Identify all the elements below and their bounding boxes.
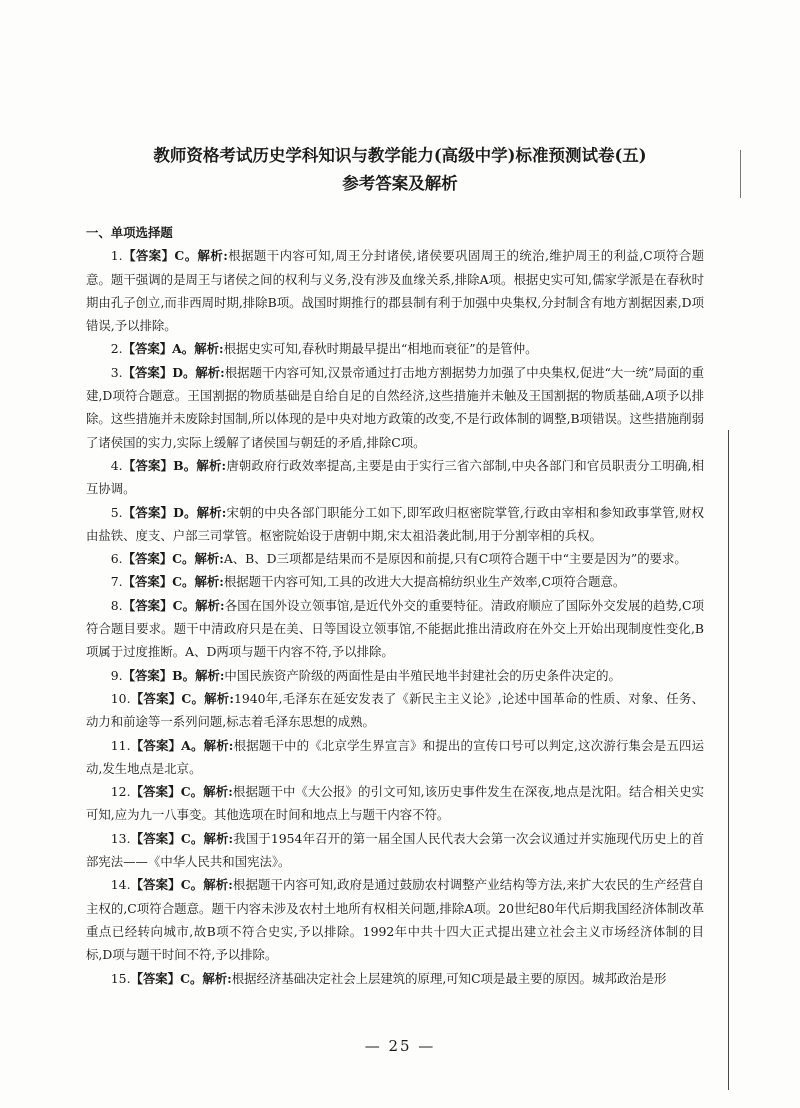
answer-item: [86, 547, 704, 570]
item-explanation-label: 解析:: [195, 667, 225, 683]
item-explanation-text: 根据题干内容可知,周王分封诸侯,诸侯要巩固周王的统治,维护周王的利益,C项符合题意。题干强调的是周王与诸侯之间的权利与义务,没有涉及血缘关系,排除A项。根据史实可知,儒家学派是在春秋时期由孔子创立,而非西周时期,排除B项。战国时期推行的郡县制有利于加强中央集权,分封制含有地方割据因素,D项错误,予以排除。: [86, 248, 704, 334]
answer-item: [86, 337, 704, 360]
item-answer: 【答案】C。: [122, 248, 198, 264]
item-explanation-label: 解析:: [203, 784, 233, 800]
answer-item: [86, 501, 704, 548]
item-explanation-label: 解析:: [194, 341, 224, 357]
item-explanation-text: A、B、D三项都是结果而不是原因和前提,只有C项符合题干中“主要是因为”的要求。: [223, 551, 687, 567]
item-explanation-label: 解析:: [197, 248, 228, 264]
items-container: [86, 244, 704, 990]
item-number: 2.: [110, 341, 123, 357]
item-number: 13.: [110, 830, 131, 846]
item-explanation-text: 中国民族资产阶级的两面性是由半殖民地半封建社会的历史条件决定的。: [224, 667, 621, 683]
item-explanation-text: 各国在国外设立领事馆,是近代外交的重要特征。清政府顺应了国际外交发展的趋势,C项符合题目要求。题干中清政府只是在美、日等国设立领事馆,不能据此推出清政府在外交上开始出现制度性变化,B项属于过度推断。A、D两项与题干内容不符,予以排除。: [86, 597, 704, 660]
item-explanation-text: 根据经济基础决定社会上层建筑的原理,可知C项是最主要的原因。城邦政治是形: [231, 970, 667, 986]
answer-item: [86, 361, 704, 454]
item-number: 7.: [110, 574, 123, 590]
item-number: 1.: [110, 248, 123, 264]
item-explanation-label: 解析:: [195, 597, 225, 613]
answer-item: [86, 244, 704, 337]
answer-item: [86, 454, 704, 501]
answer-item: [86, 594, 704, 664]
item-number: 5.: [110, 504, 123, 520]
item-explanation-label: 解析:: [194, 574, 224, 590]
answer-item: [86, 780, 704, 827]
answer-item: [86, 734, 704, 781]
title-line-2: 参考答案及解析: [342, 174, 458, 193]
answer-item: [86, 570, 704, 593]
item-explanation-label: 解析:: [202, 970, 232, 986]
item-number: 11.: [110, 737, 131, 753]
item-explanation-label: 解析:: [203, 737, 234, 753]
section-heading: 一、单项选择题: [86, 225, 173, 240]
item-answer: 【答案】C。: [130, 830, 204, 846]
item-explanation-label: 解析:: [196, 504, 227, 520]
item-number: 12.: [110, 784, 131, 800]
item-number: 15.: [110, 970, 131, 986]
item-answer: 【答案】C。: [130, 877, 204, 893]
item-number: 6.: [110, 551, 123, 567]
item-number: 3.: [110, 364, 123, 380]
item-explanation-text: 根据题干内容可知,政府是通过鼓励农村调整产业结构等方法,来扩大农民的生产经营自主权的,C项符合题意。题干内容未涉及农村土地所有权相关问题,排除A项。20世纪80年代后期我国经济体制改革重点已经转向城市,故B项不符合史实,予以排除。1992年中共十四大正式提出建立社会主义市场经济体制的目标,D项与题干时间不符,予以排除。: [86, 877, 704, 963]
answer-item: [86, 873, 704, 966]
page-title: [60, 142, 740, 198]
title-line-1: 教师资格考试历史学科知识与教学能力(高级中学)标准预测试卷(五): [153, 146, 647, 165]
item-answer: 【答案】B。: [122, 667, 196, 683]
item-answer: 【答案】C。: [130, 784, 204, 800]
answer-item: [86, 664, 704, 687]
item-number: 10.: [110, 690, 131, 706]
item-explanation-text: 我国于1954年召开的第一届全国人民代表大会第一次会议通过并实施现代历史上的首部宪法——《中华人民共和国宪法》。: [86, 830, 704, 870]
item-explanation-label: 解析:: [194, 551, 224, 567]
item-number: 8.: [110, 597, 123, 613]
item-number: 9.: [110, 667, 123, 683]
item-answer: 【答案】D。: [122, 364, 196, 380]
item-explanation-label: 解析:: [203, 830, 234, 846]
item-number: 4.: [110, 457, 123, 473]
item-answer: 【答案】A。: [122, 341, 195, 357]
answer-item: [86, 967, 704, 990]
item-answer: 【答案】C。: [122, 574, 195, 590]
item-answer: 【答案】D。: [122, 504, 197, 520]
answer-item: [86, 687, 704, 734]
item-explanation-text: 1940年,毛泽东在延安发表了《新民主主义论》,论述中国革命的性质、对象、任务、动力和前途等一系列问题,标志着毛泽东思想的成熟。: [86, 690, 704, 730]
item-number: 14.: [110, 877, 131, 893]
item-answer: 【答案】A。: [130, 737, 204, 753]
item-explanation-text: 根据题干内容可知,工具的改进大大提高棉纺织业生产效率,C项符合题意。: [223, 574, 626, 590]
item-explanation-text: 宋朝的中央各部门职能分工如下,即军政归枢密院掌管,行政由宰相和参知政事掌管,财权由盐铁、度支、户部三司掌管。枢密院始设于唐朝中期,宋太祖沿袭此制,用于分割宰相的兵权。: [86, 504, 705, 543]
item-explanation-text: 唐朝政府行政效率提高,主要是由于实行三省六部制,中央各部门和官员职责分工明确,相互协调。: [86, 457, 704, 497]
item-explanation-text: 根据题干内容可知,汉景帝通过打击地方割据势力加强了中央集权,促进“大一统”局面的重建,D项符合题意。王国割据的物质基础是自给自足的自然经济,这些措施并未触及王国割据的物质基础,A项予以排除。这些措施并未废除封国制,所以体现的是中央对地方政策的改变,不是行政体制的调整,B项错误。这些措施削弱了诸侯国的实力,实际上缓解了诸侯国与朝廷的矛盾,排除C项。: [86, 364, 705, 450]
item-explanation-text: 根据题干中《大公报》的引文可知,该历史事件发生在深夜,地点是沈阳。结合相关史实可知,应为九一八事变。其他选项在时间和地点上与题干内容不符。: [86, 784, 704, 823]
item-explanation-label: 解析:: [196, 457, 227, 473]
scan-edge-mark: [740, 150, 741, 198]
item-answer: 【答案】B。: [122, 457, 197, 473]
page-number: — 25 —: [364, 1037, 436, 1055]
item-explanation-label: 解析:: [204, 690, 235, 706]
item-explanation-label: 解析:: [203, 877, 233, 893]
item-answer: 【答案】C。: [130, 690, 205, 706]
scan-edge-line: [728, 430, 729, 1090]
answer-list: [86, 221, 704, 990]
item-answer: 【答案】C。: [122, 597, 196, 613]
answer-item: [86, 827, 704, 874]
item-explanation-text: 根据题干中的《北京学生界宣言》和提出的宣传口号可以判定,这次游行集会是五四运动,发生地点是北京。: [86, 737, 704, 776]
item-answer: 【答案】C。: [122, 551, 195, 567]
item-answer: 【答案】C。: [130, 970, 203, 986]
item-explanation-label: 解析:: [195, 364, 225, 380]
item-explanation-text: 根据史实可知,春秋时期最早提出“相地而衰征”的是管仲。: [223, 341, 538, 357]
